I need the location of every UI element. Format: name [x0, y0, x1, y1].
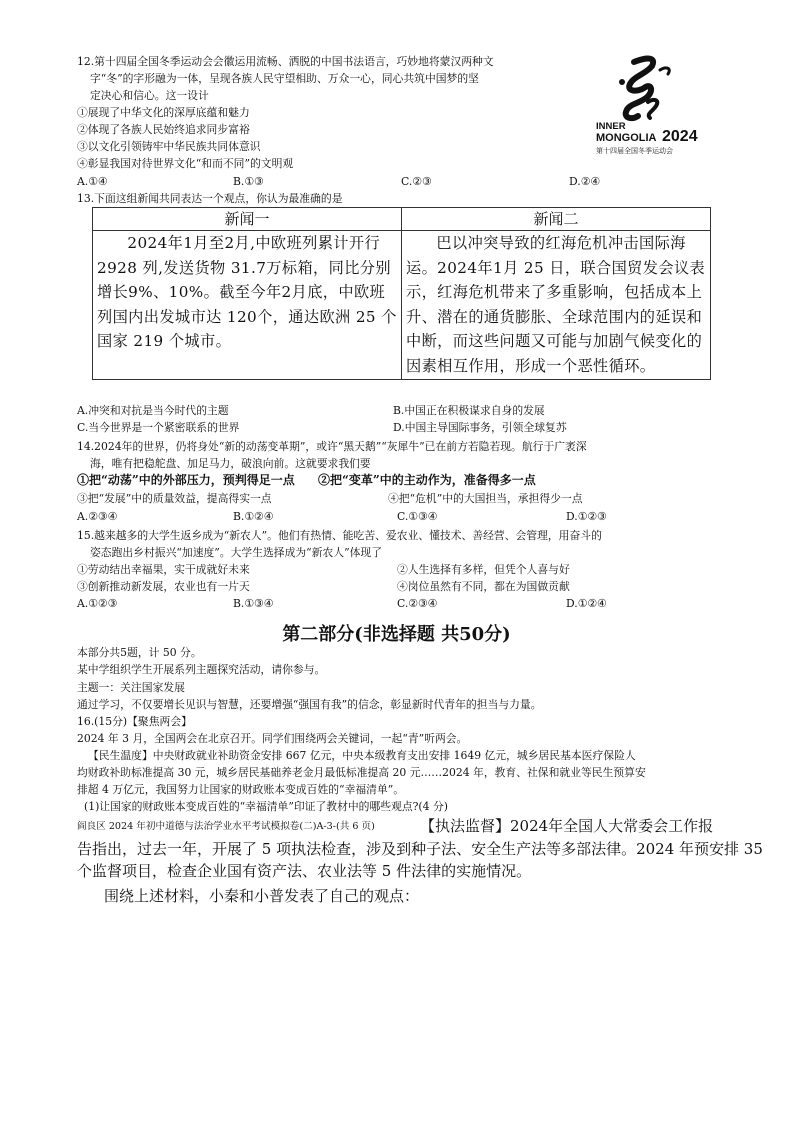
q15-item-4: ④岗位虽然有不同，都在为国做贡献 [397, 580, 570, 593]
q12-line-3: 定决心和信心。这一设计 [90, 89, 209, 102]
q15-line-1: 15.越来越多的大学生返乡成为“新农人”。他们有热情、能吃苦、爱农业、懂技术、善经营、会管理，用奋斗的 [77, 529, 602, 542]
q15-item-3: ③创新推动新发展，农业也有一片天 [77, 580, 250, 593]
part2-intro-1: 本部分共5题，计 50 分。 [77, 646, 202, 659]
games-logo [594, 52, 709, 164]
q14-line-2: 海，唯有把稳舵盘、加足马力，破浪向前。这就要求我们要 [90, 457, 371, 470]
theme1-title: 主题一：关注国家发展 [77, 681, 185, 694]
footer-note: 阎良区 2024 年初中道德与法治学业水平考试模拟卷(二)A-3-(共 6 页) [77, 821, 375, 832]
q14-item-3: ③把“发展”中的质量效益，提高得实一点 [77, 492, 272, 505]
q14-line-1: 14.2024年的世界，仍将身处“新的动荡变革期”，或许“黑天鹅”“灰犀牛”已在前方若隐若现。航行于广袤深 [77, 440, 587, 453]
q14-item-4: ④把“危机”中的大国担当，承担得少一点 [388, 492, 583, 505]
q12-item-3: ③以文化引领铸牢中华民族共同体意识 [77, 140, 261, 153]
logo-year: 2024 [662, 128, 698, 145]
q13-option-d: D.中国主导国际事务，引领全球复苏 [393, 421, 567, 434]
q16-question-1: (1)让国家的财政账本变成百姓的“幸福清单”印证了教材中的哪些观点?(4 分) [84, 800, 448, 813]
q15-option-a: A.①②③ [77, 597, 118, 610]
q15-item-2: ②人生选择有多样，但凭个人喜与好 [397, 563, 570, 576]
q12-item-2: ②体现了各族人民始终追求同步富裕 [77, 123, 250, 136]
q16-line-4: 排超 4 万亿元，我国努力让国家的财政账本变成百姓的“幸福清单”。 [77, 783, 405, 796]
q15-line-2: 姿态跑出乡村振兴“加速度”。大学生选择成为“新农人”体现了 [90, 546, 382, 559]
q12-line-1: 12.第十四届全国冬季运动会会徽运用流畅、洒脱的中国书法语言，巧妙地将蒙汉两种文 [77, 55, 494, 68]
closing-line: 围绕上述材料，小秦和小普发表了自己的观点： [104, 887, 420, 905]
q14-option-c: C.①③④ [397, 510, 438, 523]
q14-option-b: B.①②④ [233, 510, 274, 523]
news-table [92, 207, 711, 380]
logo-mongolia: MONGOLIA [596, 132, 657, 144]
q13-option-c: C.当今世界是一个紧密联系的世界 [77, 421, 240, 434]
q16-line-2: 【民生温度】中央财政就业补助资金安排 667 亿元，中央本级教育支出安排 1649 亿元，城乡居民基本医疗保险人 [88, 749, 636, 762]
q15-option-c: C.②③④ [397, 597, 438, 610]
q14-item-1: ①把“动荡”中的外部压力，预判得足一点 [77, 473, 295, 487]
part2-heading: 第二部分(非选择题 共50分) [282, 624, 511, 645]
news2-text: 巴以冲突导致的红海危机冲击国际海运。2024年1月 25 日，联合国贸发会议表示，红海危机带来了多重影响，包括成本上升、潜在的通货膨胀、全球范围内的延误和中断，而这些问题又可能与加剧气候变化的因素相互作用，形成一个恶性循环。 [402, 231, 711, 380]
news1-title: 新闻一 [93, 208, 402, 231]
q12-option-d: D.②④ [569, 175, 601, 188]
logo-inner: INNER [596, 121, 626, 132]
q13-option-b: B.中国正在积极谋求自身的发展 [393, 404, 545, 417]
q12-item-1: ①展现了中华文化的深厚底蕴和魅力 [77, 106, 250, 119]
q13-stem: 13.下面这组新闻共同表达一个观点，你认为最准确的是 [77, 192, 343, 205]
q14-item-2: ②把“变革”中的主动作为，准备得多一点 [318, 473, 536, 487]
news1-text: 2024年1月至2月,中欧班列累计开行 2928 列,发送货物 31.7万标箱，同比分别增长9%、10%。截至今年2月底，中欧班列国内出发城市达 120个，通达欧洲 25 个国家 219 个城市。 [93, 231, 402, 380]
q12-line-2: 字“冬”的字形融为一体，呈现各族人民守望相助、万众一心，同心共筑中国梦的坚 [90, 72, 479, 85]
q15-item-1: ①劳动结出幸福果，实干成就好未来 [77, 563, 250, 576]
q14-option-d: D.①②③ [566, 510, 607, 523]
logo-caption: 第十四届全国冬季运动会 [596, 147, 673, 155]
theme1-text: 通过学习，不仅要增长见识与智慧，还要增强“强国有我”的信念，彰显新时代青年的担当与力量。 [77, 698, 542, 711]
q13-option-a: A.冲突和对抗是当今时代的主题 [77, 404, 229, 417]
q16-line-1: 2024 年 3 月，全国两会在北京召开。同学们围绕两会关键词，一起“青”听两会。 [77, 732, 468, 745]
news2-title: 新闻二 [402, 208, 711, 231]
q15-option-b: B.①③④ [233, 597, 274, 610]
law-line-2: 告指出，过去一年，开展了 5 项执法检查，涉及到种子法、安全生产法等多部法律。2024 年预安排 35 [77, 840, 763, 858]
q15-option-d: D.①②④ [566, 597, 607, 610]
part2-intro-2: 某中学组织学生开展系列主题探究活动，请你参与。 [77, 663, 326, 676]
q16-line-3: 均财政补助标准提高 30 元，城乡居民基础养老金月最低标准提高 20 元……2024 年，教育、社保和就业等民生预算安 [77, 766, 646, 779]
q16-heading: 16.(15分)【聚焦两会】 [77, 715, 192, 728]
q14-option-a: A.②③④ [77, 510, 118, 523]
q12-item-4: ④彰显我国对待世界文化“和而不同”的文明观 [77, 157, 294, 170]
q12-option-c: C.②③ [401, 175, 432, 188]
q12-option-b: B.①③ [233, 175, 264, 188]
law-line-3: 个监督项目，检查企业国有资产法、农业法等 5 件法律的实施情况。 [77, 862, 532, 880]
q12-option-a: A.①④ [77, 175, 108, 188]
law-line-1: 【执法监督】2024年全国人大常委会工作报 [420, 817, 714, 835]
